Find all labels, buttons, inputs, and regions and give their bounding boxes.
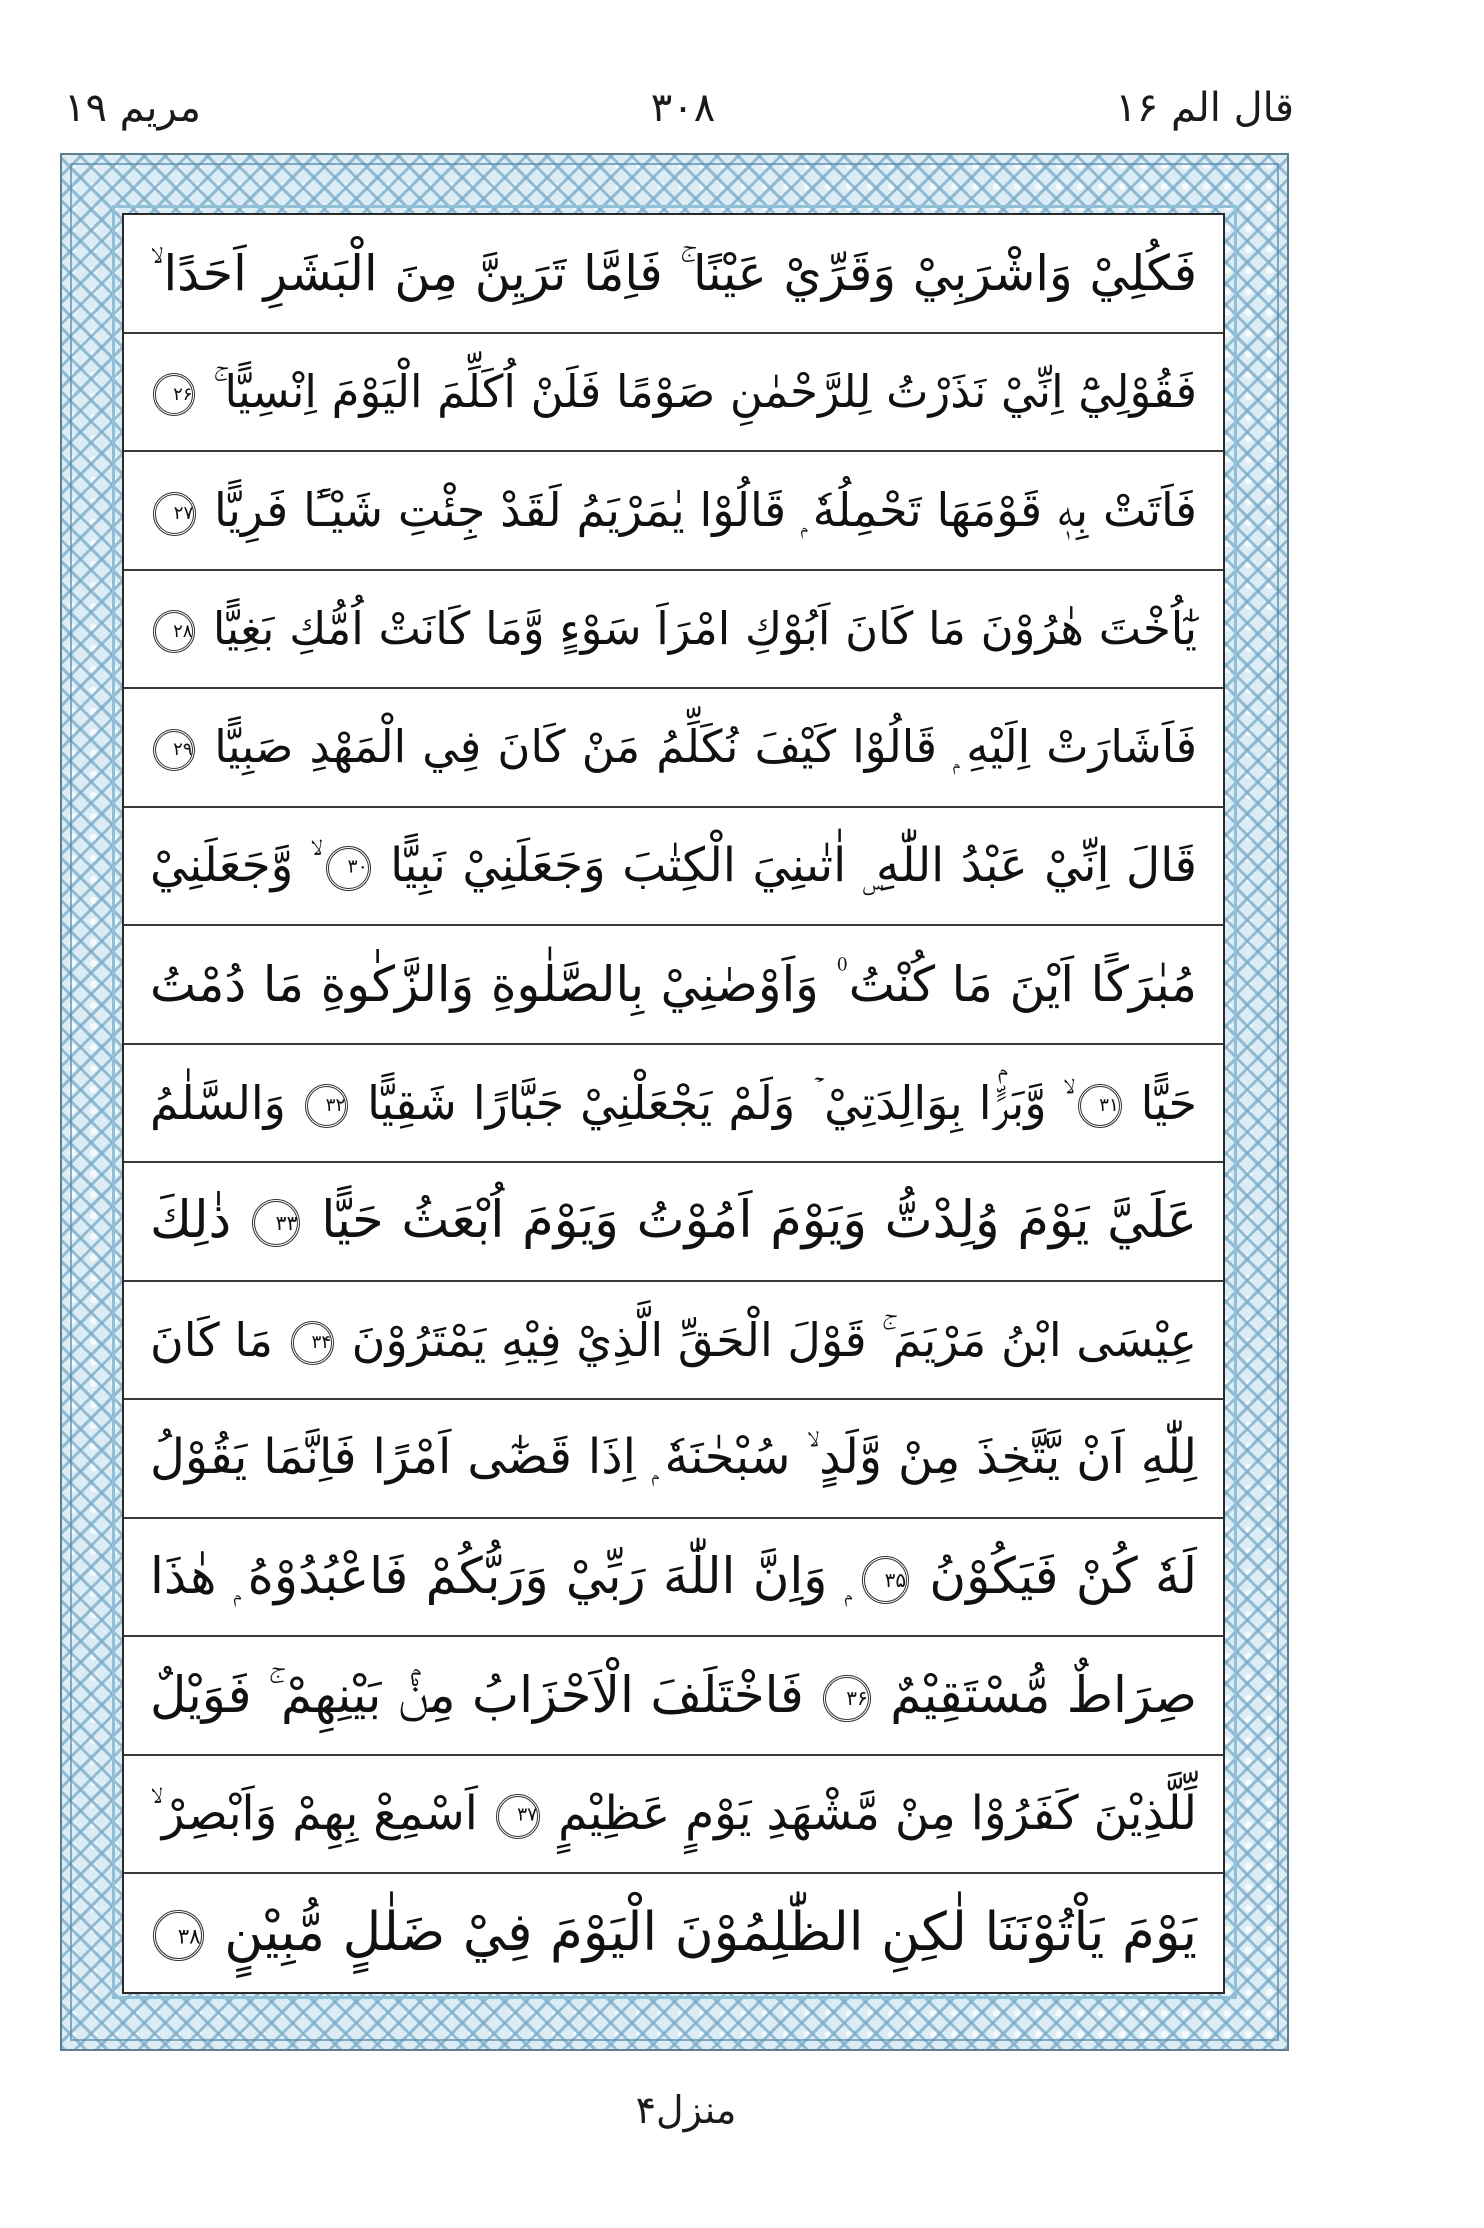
ayah-number: ۲۸ bbox=[173, 620, 193, 642]
verse-line bbox=[124, 1756, 1223, 1875]
ayah-end-marker bbox=[1078, 1084, 1122, 1128]
verse-text: فَاَتَتْ بِهٖ قَوْمَهَا تَحْمِلُهٗ ۭ قَالُوْا يٰمَرْيَمُ لَقَدْ جِئْتِ شَيْـًٔا فَرِيًّا bbox=[214, 483, 1198, 538]
verse-line bbox=[124, 808, 1223, 927]
verse-text: ذٰلِكَ bbox=[150, 1190, 232, 1250]
verse-text: لَهٗ كُنْ فَيَكُوْنُ bbox=[929, 1547, 1198, 1606]
ayah-end-marker bbox=[305, 1084, 349, 1128]
ayah-number: ۳۴ bbox=[311, 1331, 332, 1353]
verse-line-text bbox=[150, 1774, 1197, 1854]
verse-line bbox=[124, 1282, 1223, 1401]
ayah-number: ۲۹ bbox=[173, 739, 193, 760]
ayah-end-marker bbox=[496, 1794, 541, 1839]
ayah-end-marker bbox=[153, 492, 197, 536]
verse-text: يَوْمَ يَاْتُوْنَنَا لٰكِنِ الظّٰلِمُوْنَ الْيَوْمَ فِيْ ضَلٰلٍ مُّبِيْنٍ bbox=[224, 1902, 1197, 1964]
verse-line-text bbox=[150, 1301, 1197, 1379]
verse-line-text bbox=[150, 943, 1197, 1026]
verse-line-text bbox=[150, 1417, 1197, 1499]
verse-line bbox=[124, 334, 1223, 453]
verse-line-text bbox=[150, 1064, 1197, 1142]
verse-text: حَيًّا bbox=[1140, 1075, 1197, 1130]
verse-line bbox=[124, 215, 1223, 334]
verse-line bbox=[124, 1045, 1223, 1164]
ayah-end-marker bbox=[153, 373, 196, 416]
verse-text: مَا كَانَ bbox=[150, 1312, 274, 1367]
verse-line bbox=[124, 1400, 1223, 1519]
verse-text: قَالَ اِنِّيْ عَبْدُ اللّٰهِ ۣ اٰتٰىنِيَ الْكِتٰبَ وَجَعَلَنِيْ نَبِيًّا bbox=[390, 837, 1197, 893]
verse-line-text bbox=[150, 826, 1197, 906]
manzil-footer: منزل۴ bbox=[635, 2088, 737, 2132]
ayah-number: ۳۳ bbox=[275, 1210, 298, 1235]
ayah-end-marker bbox=[153, 610, 196, 653]
verse-text: لِّلَّذِيْنَ كَفَرُوْا مِنْ مَّشْهَدِ يَوْمٍ عَظِيْمٍ bbox=[558, 1785, 1197, 1841]
verse-line-text bbox=[150, 1178, 1197, 1265]
juz-name-header: قال الم ۱۶ bbox=[1115, 85, 1294, 131]
decorative-border-frame bbox=[60, 153, 1289, 2051]
verse-line bbox=[124, 1163, 1223, 1282]
ayah-end-marker bbox=[252, 1199, 300, 1247]
verse-text: ۙ وَّجَعَلَنِيْ bbox=[150, 837, 310, 893]
verse-line-text bbox=[150, 591, 1197, 668]
ayah-number: ۳۷ bbox=[517, 1804, 538, 1826]
ayah-number: ۳۸ bbox=[177, 1922, 201, 1948]
verse-line bbox=[124, 452, 1223, 571]
ayah-number: ۳۲ bbox=[325, 1094, 346, 1116]
ayah-end-marker bbox=[862, 1556, 910, 1604]
verse-line bbox=[124, 1637, 1223, 1756]
surah-name-header: مریم ۱۹ bbox=[64, 85, 201, 131]
ayah-end-marker bbox=[153, 1910, 203, 1960]
verse-text: ۙ وَّبَرًّۢا بِوَالِدَتِيْ ۡ وَلَمْ يَجْعَلْنِيْ جَبَّارًا شَقِيًّا bbox=[367, 1075, 1063, 1130]
verse-line bbox=[124, 571, 1223, 690]
verse-text: فَاَشَارَتْ اِلَيْهِ ۭ قَالُوْا كَيْفَ نُكَلِّمُ مَنْ كَانَ فِي الْمَهْدِ صَبِيًّا bbox=[214, 720, 1198, 773]
ayah-end-marker bbox=[326, 846, 371, 891]
verse-text: فَاخْتَلَفَ الْاَحْزَابُ مِنْۢ بَيْنِهِمْ ۚ فَوَيْلٌ bbox=[150, 1665, 804, 1724]
ayah-end-marker bbox=[823, 1675, 871, 1723]
verse-text: فَقُوْلِيْٓ اِنِّيْ نَذَرْتُ لِلرَّحْمٰنِ صَوْمًا فَلَنْ اُكَلِّمَ الْيَوْمَ اِنْسِيًّا ۚ bbox=[212, 364, 1197, 418]
ayah-number: ۲۷ bbox=[173, 502, 194, 524]
ayah-number: ۳۰ bbox=[347, 856, 368, 878]
verse-text: لِلّٰهِ اَنْ يَّتَّخِذَ مِنْ وَّلَدٍ ۙ سُبْحٰنَهٗ ۭ اِذَا قَضٰٓى اَمْرًا فَاِنَّمَا يَقُوْلُ bbox=[150, 1429, 1197, 1486]
page-number: ۳۰۸ bbox=[650, 85, 716, 131]
verse-line-text bbox=[150, 1534, 1197, 1619]
ayah-number: ۳۶ bbox=[846, 1686, 868, 1711]
verse-text: وَالسَّلٰمُ bbox=[150, 1075, 286, 1130]
ayah-end-marker bbox=[153, 729, 196, 772]
verse-line bbox=[124, 689, 1223, 808]
ayah-number: ۳۵ bbox=[884, 1567, 907, 1592]
ayah-number: ۳۱ bbox=[1099, 1094, 1119, 1116]
verse-text: يٰٓاُخْتَ هٰرُوْنَ مَا كَانَ اَبُوْكِ امْرَاَ سَوْءٍ وَّمَا كَانَتْ اُمُّكِ بَغِيًّا bbox=[212, 601, 1197, 655]
verse-text: فَكُلِيْ وَاشْرَبِيْ وَقَرِّيْ عَيْنًا ۚ فَاِمَّا تَرَيِنَّ مِنَ الْبَشَرِ اَحَدًا ۙ bbox=[150, 244, 1197, 302]
verse-line-text bbox=[150, 1888, 1197, 1978]
verse-text: عِيْسَى ابْنُ مَرْيَمَ ۚ قَوْلَ الْحَقِّ الَّذِيْ فِيْهِ يَمْتَرُوْنَ bbox=[351, 1312, 1198, 1367]
verse-line-text bbox=[150, 232, 1197, 315]
verse-line bbox=[124, 1874, 1223, 1993]
verse-text-box bbox=[122, 213, 1225, 1994]
verse-line bbox=[124, 926, 1223, 1045]
verse-text: صِرَاطٌ مُّسْتَقِيْمٌ bbox=[890, 1665, 1197, 1724]
ayah-number: ۲۶ bbox=[173, 383, 193, 405]
verse-line-text bbox=[150, 1653, 1197, 1738]
verse-line-text bbox=[150, 709, 1197, 786]
verse-text: عَلَيَّ يَوْمَ وُلِدْتُّ وَيَوْمَ اَمُوْتُ وَيَوْمَ اُبْعَثُ حَيًّا bbox=[321, 1190, 1198, 1250]
verse-line bbox=[124, 1519, 1223, 1638]
verse-text: اَسْمِعْ بِهِمْ وَاَبْصِرْ ۙ bbox=[150, 1785, 478, 1841]
verse-text: مُبٰرَكًا اَيْنَ مَا كُنْتُ ۠ وَاَوْصٰنِيْ بِالصَّلٰوةِ وَالزَّكٰوةِ مَا دُمْتُ bbox=[150, 955, 1197, 1013]
ayah-end-marker bbox=[291, 1321, 335, 1365]
verse-text: ۭ وَاِنَّ اللّٰهَ رَبِّيْ وَرَبُّكُمْ فَاعْبُدُوْهُ ۭ هٰذَا bbox=[150, 1547, 845, 1606]
verse-line-text bbox=[150, 354, 1197, 431]
verse-line-text bbox=[150, 471, 1197, 549]
